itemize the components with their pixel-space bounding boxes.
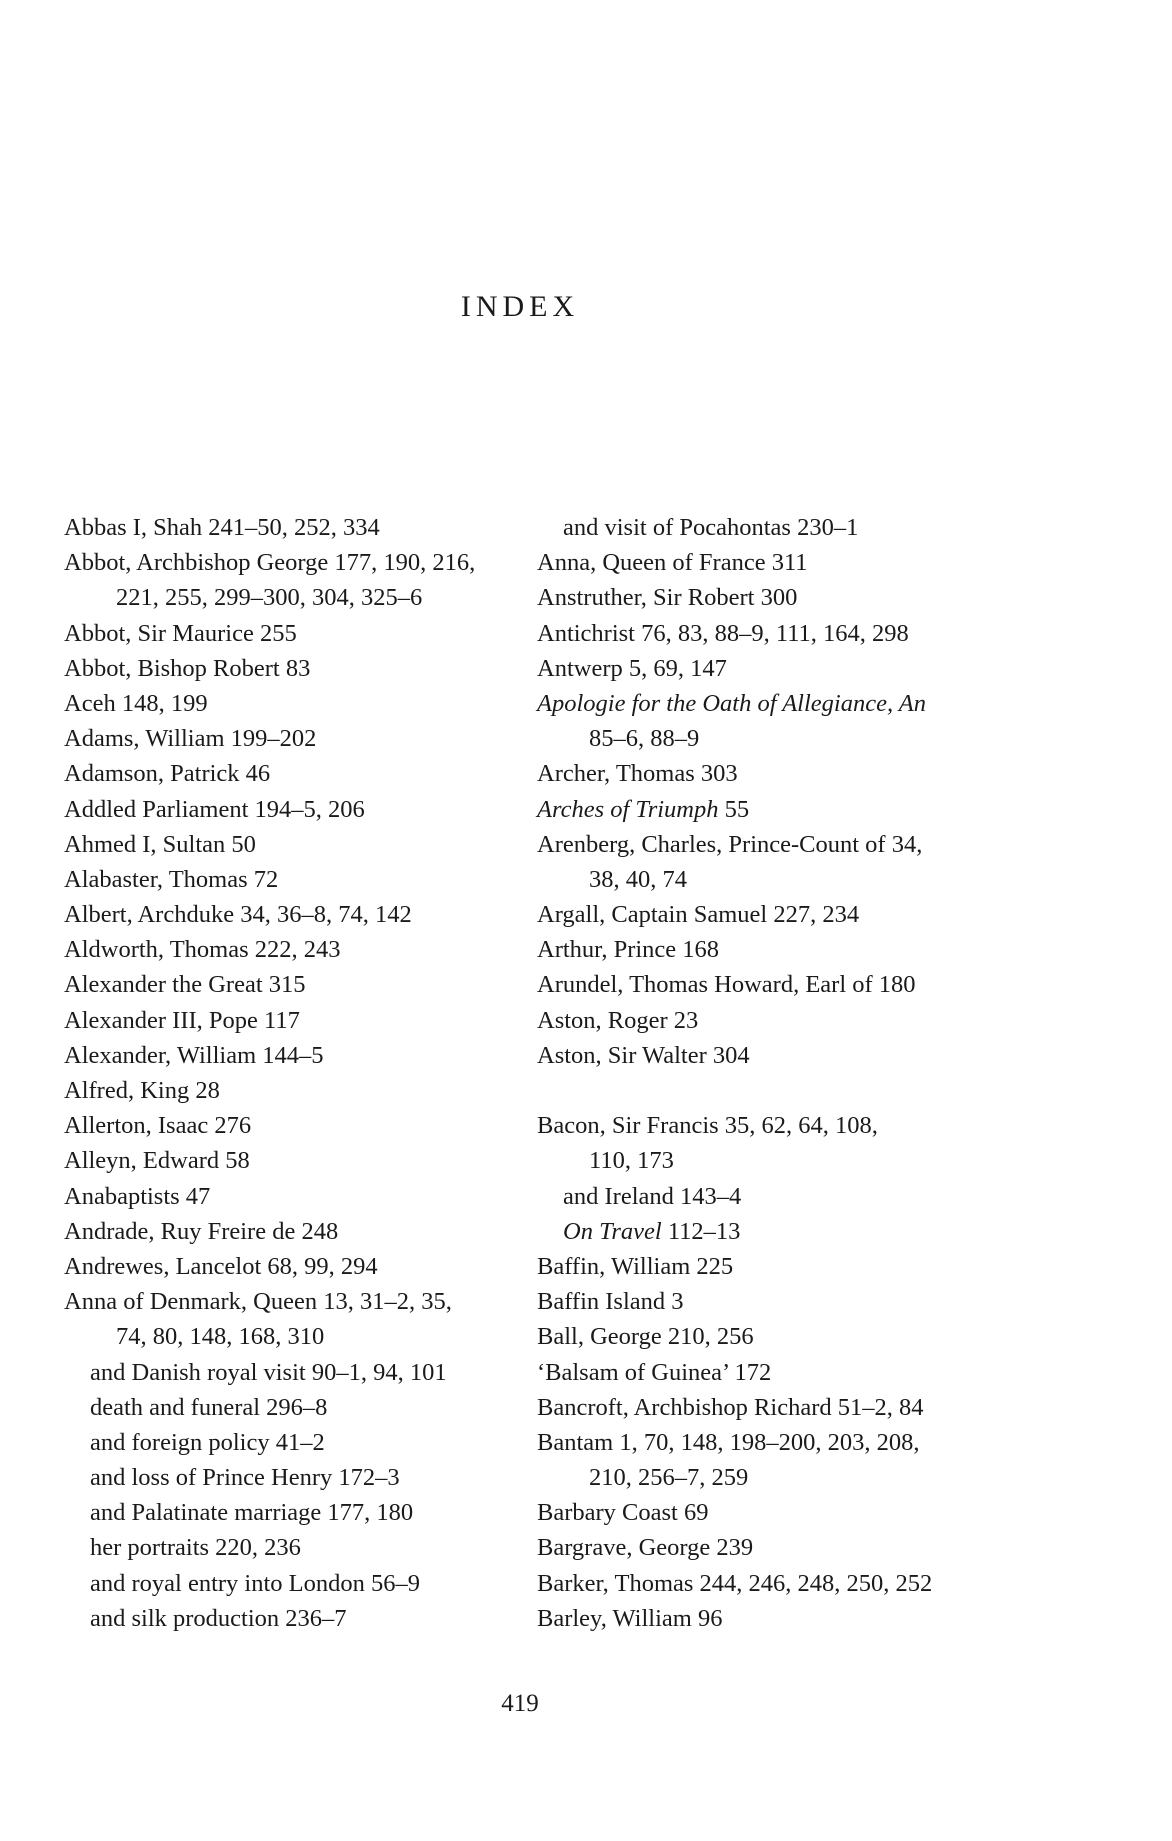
index-gap [537, 1073, 1007, 1108]
index-entry: Allerton, Isaac 276 [64, 1112, 252, 1140]
page-number: 419 [501, 1690, 539, 1717]
index-entry: Aston, Roger 23 [537, 1006, 699, 1034]
index-entry: Alexander III, Pope 117 [64, 1006, 300, 1034]
index-column-left [64, 510, 534, 1636]
index-entry: her portraits 220, 236 [90, 1534, 301, 1562]
index-entry: Adamson, Patrick 46 [64, 760, 271, 788]
index-entry: Abbot, Bishop Robert 83 [64, 654, 311, 682]
index-entry: Alexander the Great 315 [64, 971, 306, 999]
index-entry: Anna of Denmark, Queen 13, 31–2, 35, [64, 1288, 452, 1316]
index-entry: Archer, Thomas 303 [537, 760, 738, 788]
index-entry: and loss of Prince Henry 172–3 [90, 1464, 400, 1492]
index-entry: 85–6, 88–9 [589, 725, 700, 753]
index-entry: and visit of Pocahontas 230–1 [563, 514, 859, 541]
index-entry: Abbas I, Shah 241–50, 252, 334 [64, 514, 380, 541]
index-entry: 221, 255, 299–300, 304, 325–6 [116, 584, 423, 612]
index-entry: Bancroft, Archbishop Richard 51–2, 84 [537, 1393, 924, 1421]
index-entry: and royal entry into London 56–9 [90, 1569, 421, 1597]
index-entry: Arthur, Prince 168 [537, 936, 720, 964]
index-entry: and Palatinate marriage 177, 180 [90, 1499, 414, 1527]
index-entry: death and funeral 296–8 [90, 1393, 328, 1421]
index-entry: Adams, William 199–202 [64, 725, 317, 753]
index-entry: Andrade, Ruy Freire de 248 [64, 1217, 339, 1245]
index-entry: and Ireland 143–4 [563, 1182, 742, 1210]
index-entry: Addled Parliament 194–5, 206 [64, 795, 365, 823]
index-entry: Baffin Island 3 [537, 1288, 684, 1316]
index-entry: Anstruther, Sir Robert 300 [537, 584, 798, 612]
index-entry: Arenberg, Charles, Prince-Count of 34, [537, 830, 923, 858]
index-entry: 110, 173 [589, 1147, 674, 1175]
index-entry: Abbot, Sir Maurice 255 [64, 619, 297, 647]
index-entry: Bacon, Sir Francis 35, 62, 64, 108, [537, 1112, 878, 1140]
index-entry: Alleyn, Edward 58 [64, 1147, 250, 1175]
index-entry: Aston, Sir Walter 304 [537, 1041, 750, 1069]
index-entry: and Danish royal visit 90–1, 94, 101 [90, 1358, 447, 1386]
index-entry: ‘Balsam of Guinea’ 172 [537, 1358, 772, 1386]
index-entry: Barley, William 96 [537, 1604, 723, 1632]
index-entry: On Travel 112–13 [563, 1217, 741, 1245]
index-entry: Apologie for the Oath of Allegiance, An [537, 689, 926, 717]
page-title: INDEX [460, 290, 580, 323]
index-entry: Barker, Thomas 244, 246, 248, 250, 252 [537, 1569, 933, 1597]
index-entry: 210, 256–7, 259 [589, 1464, 749, 1492]
index-entry: Bantam 1, 70, 148, 198–200, 203, 208, [537, 1428, 920, 1456]
index-entry: Ball, George 210, 256 [537, 1323, 754, 1351]
index-entry: Barbary Coast 69 [537, 1499, 709, 1527]
index-entry: Arches of Triumph 55 [537, 795, 750, 823]
index-entry: Baffin, William 225 [537, 1252, 734, 1280]
index-entry: Bargrave, George 239 [537, 1534, 754, 1562]
index-entry: Anabaptists 47 [64, 1182, 211, 1210]
index-entry: Argall, Captain Samuel 227, 234 [537, 901, 860, 929]
index-column-right [537, 510, 1007, 1636]
index-entry: Antichrist 76, 83, 88–9, 111, 164, 298 [537, 619, 909, 647]
index-entry: Albert, Archduke 34, 36–8, 74, 142 [64, 901, 412, 929]
index-entry: and foreign policy 41–2 [90, 1428, 325, 1456]
index-entry: Ahmed I, Sultan 50 [64, 830, 256, 858]
index-entry: 74, 80, 148, 168, 310 [116, 1323, 325, 1351]
index-entry: Alabaster, Thomas 72 [64, 865, 279, 893]
index-entry: and silk production 236–7 [90, 1604, 347, 1632]
index-entry: Andrewes, Lancelot 68, 99, 294 [64, 1252, 378, 1280]
index-entry: Anna, Queen of France 311 [537, 549, 808, 577]
index-entry: 38, 40, 74 [589, 865, 687, 893]
index-entry: Antwerp 5, 69, 147 [537, 654, 727, 682]
index-entry: Alexander, William 144–5 [64, 1041, 324, 1069]
index-entry: Aceh 148, 199 [64, 689, 208, 717]
index-entry: Abbot, Archbishop George 177, 190, 216, [64, 549, 476, 577]
index-entry: Arundel, Thomas Howard, Earl of 180 [537, 971, 916, 999]
index-entry: Aldworth, Thomas 222, 243 [64, 936, 341, 964]
index-entry: Alfred, King 28 [64, 1077, 220, 1104]
